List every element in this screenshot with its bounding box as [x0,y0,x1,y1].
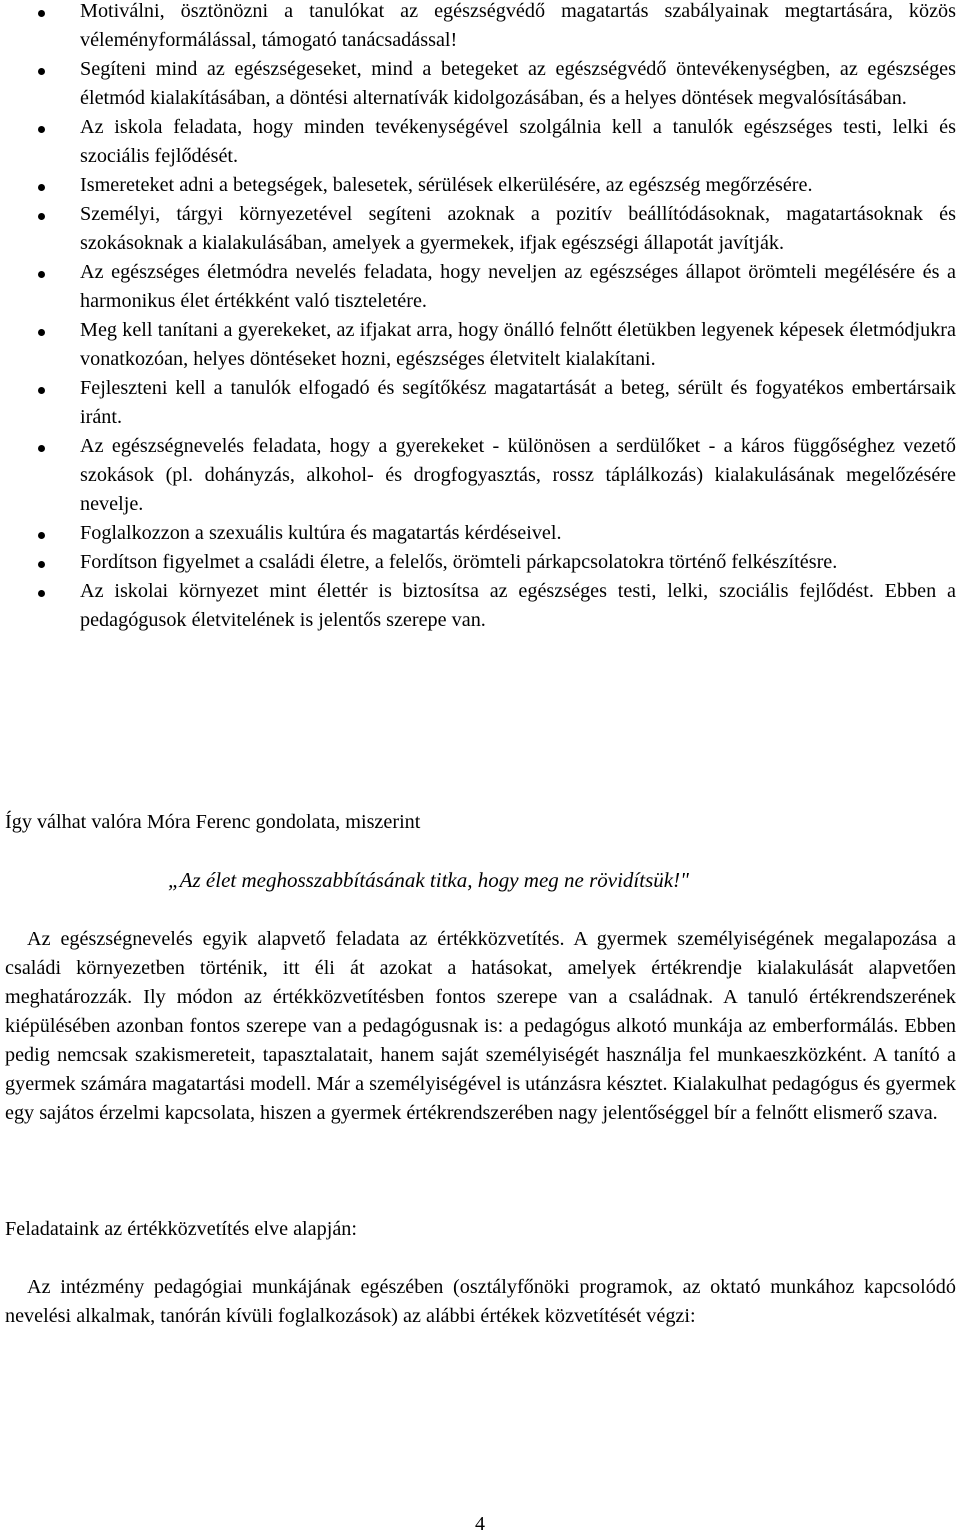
list-item-text: Segíteni mind az egészségeseket, mind a betegeket az egészségvédő öntevékenységben, az egészséges életmód kialakításában, a döntési alternatívák kidolgozásában, és a helyes döntések megvalósításában. [80,58,956,109]
list-item [0,171,960,200]
bullet-icon [38,387,45,394]
bullet-icon [38,532,45,539]
list-item [0,577,960,635]
bullet-list [0,0,960,635]
list-item [0,200,960,258]
list-item [0,316,960,374]
bullet-icon [38,590,45,597]
list-item [0,432,960,519]
list-item-text: Motiválni, ösztönözni a tanulókat az egészségvédő magatartás szabályainak megtartására, közös véleményformálással, támogató tanácsadással! [80,0,956,51]
list-item-text: Foglalkozzon a szexuális kultúra és magatartás kérdéseivel. [80,522,562,544]
mora-ferenc-quote: „Az élet meghosszabbításának titka, hogy meg ne rövidítsük!" [168,868,689,892]
list-item-text: Fordítson figyelmet a családi életre, a felelős, örömteli párkapcsolatokra történő felkészítésre. [80,551,838,573]
list-item-text: Az iskolai környezet mint élettér is biztosítsa az egészséges testi, lelki, szociális fejlődést. Ebben a pedagógusok életvitelének is jelentős szerepe van. [80,580,956,631]
list-item-text: Ismereteket adni a betegségek, balesetek, sérülések elkerülésére, az egészség megőrzésére. [80,174,813,196]
institution-paragraph: Az intézmény pedagógiai munkájának egészében (osztályfőnöki programok, az oktató munkához kapcsolódó nevelési alkalmak, tanórán kívüli foglalkozások) az alábbi értékek közvetítését végzi: [5,1276,956,1327]
page-number: 4 [475,1513,485,1535]
bullet-icon [38,184,45,191]
list-item-text: Az iskola feladata, hogy minden tevékenységével szolgálnia kell a tanulók egészséges testi, lelki és szociális fejlődését. [80,116,956,167]
bullet-icon [38,213,45,220]
list-item [0,0,960,55]
tasks-heading: Feladataink az értékközvetítés elve alapján: [5,1218,357,1240]
list-item-text: Az egészségnevelés feladata, hogy a gyerekeket - különösen a serdülőket - a káros függőséghez vezető szokások (pl. dohányzás, alkohol- és drogfogyasztás, rossz táplálkozás) kialakulásának megelőzésére nevelje. [80,435,956,515]
list-item-text: Személyi, tárgyi környezetével segíteni azoknak a pozitív beállítódásoknak, magatartásoknak és szokásoknak a kialakulásában, amelyek a gyermekek, ifjak egészségi állapotát javítják. [80,203,956,254]
list-item [0,374,960,432]
list-item [0,55,960,113]
list-item-text: Meg kell tanítani a gyerekeket, az ifjakat arra, hogy önálló felnőtt életükben legyenek képesek életmódjukra vonatkozóan, helyes döntéseket hozni, egészséges életvitelt kialakítani. [80,319,956,370]
bullet-icon [38,68,45,75]
list-item [0,258,960,316]
intro-line: Így válhat valóra Móra Ferenc gondolata, miszerint [5,811,421,833]
list-item [0,519,960,548]
bullet-icon [38,329,45,336]
bullet-icon [38,445,45,452]
bullet-icon [38,271,45,278]
list-item-text: Az egészséges életmódra nevelés feladata, hogy neveljen az egészséges állapot örömteli megélésére és a harmonikus élet értékként való tiszteletére. [80,261,956,312]
values-paragraph: Az egészségnevelés egyik alapvető feladata az értékközvetítés. A gyermek személyiségének megalapozása a családi környezetben történik, itt éli át azokat a hatásokat, amelyek értékrendje kialakulását alapvetően meghatározzák. Ily módon az értékközvetítésben fontos szerepe van a családnak. A tanuló értékrendszerének kiépülésében azonban fontos szerepe van a pedagógusnak is: a pedagógus alkotó munkája az emberformálás. Ebben pedig nemcsak szakismereteit, tapasztalatait, hanem saját személyiségét használja fel munkaeszközként. A tanító a gyermek számára magatartási modell. Már a személyiségével is utánzásra késztet. Kialakulhat pedagógus és gyermek egy sajátos érzelmi kapcsolata, hiszen a gyermek értékrendszerében nagy jelentőséggel bír a felnőtt elismerő szava. [5,928,956,1124]
bullet-icon [38,126,45,133]
bullet-icon [38,561,45,568]
bullet-icon [38,10,45,17]
list-item [0,548,960,577]
list-item [0,113,960,171]
list-item-text: Fejleszteni kell a tanulók elfogadó és segítőkész magatartását a beteg, sérült és fogyatékos embertársaik iránt. [80,377,956,428]
